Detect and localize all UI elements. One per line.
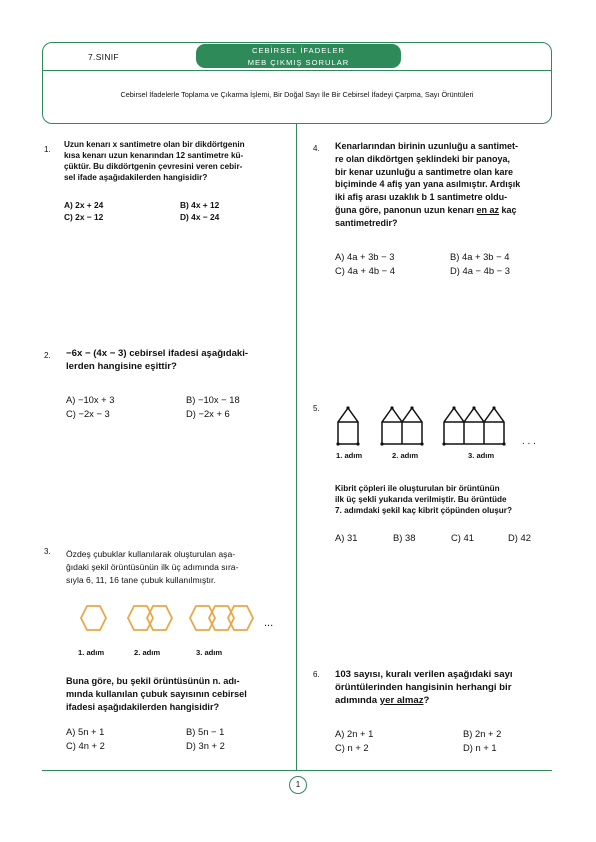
step-label: 2. adım [134, 648, 161, 657]
option-c: C) −2x − 3 [66, 408, 110, 419]
question-4-text: Kenarlarından birinin uzunluğu a santimet- re olan dikdörtgen şeklindeki bir panoya, bir kenar uzunluğu a santimetre olan kare biçiminde 4 afiş yan yana asılmıştır. Ardışık iki afiş arası uzaklık b 1 santimetre oldu- ğuna göre, panonun uzun kenarı en az kaç santimetredir? [335, 141, 521, 228]
hexagon-pattern-figure [70, 596, 285, 646]
option-b: B) −10x − 18 [186, 394, 240, 405]
option-c: C) 41 [451, 532, 474, 543]
step-label: 3. adım [196, 648, 223, 657]
step-label: 1. adım [78, 648, 105, 657]
step-label: 3. adım [468, 451, 495, 460]
question-5-text: Kibrit çöpleri ile oluşturulan bir örüntünün ilk üç şekli yukarıda verilmiştir. Bu örüntüde 7. adımdaki şekil kaç kibrit çöpünden oluşur? [335, 484, 512, 515]
title-pill [196, 44, 401, 68]
option-d: D) 42 [508, 532, 531, 543]
question-number: 2. [44, 351, 51, 360]
question-3-text: Özdeş çubuklar kullanılarak oluşturulan aşa- ğıdaki şekil örüntüsünün ilk üç adımında sıra- sıyla 6, 11, 16 tane çubuk kullanılmıştır. [66, 549, 239, 585]
question-number: 5. [313, 404, 320, 413]
subject-line: Cebirsel İfadelerle Toplama ve Çıkarma İşlemi, Bir Doğal Sayı İle Bir Cebirsel İfadeyi Çarpma, Sayı Örüntüleri [120, 90, 474, 99]
question-6-text: 103 sayısı, kuralı verilen aşağıdaki sayı örüntülerinden hangisinin herhangi bir adımında yer almaz? [335, 669, 513, 706]
ellipsis: ... [264, 617, 274, 629]
matchstick-houses-figure [332, 400, 552, 450]
question-3-prompt: Buna göre, bu şekil örüntüsünün n. adı- mında kullanılan çubuk sayısının cebirsel ifadesi aşağıdakilerden hangisidir? [66, 676, 247, 712]
option-d: D) 3n + 2 [186, 740, 225, 751]
option-c: C) 4a + 4b − 4 [335, 265, 395, 276]
option-d: D) 4a − 4b − 3 [450, 265, 510, 276]
option-d: D) n + 1 [463, 742, 497, 753]
question-number: 6. [313, 670, 320, 679]
grade-label: 7.SINIF [88, 52, 119, 62]
option-c: C) 4n + 2 [66, 740, 105, 751]
option-a: A) 4a + 3b − 3 [335, 251, 395, 262]
option-a: A) 2x + 24 [64, 200, 104, 210]
page-number: 1 [289, 776, 307, 794]
option-b: B) 5n − 1 [186, 726, 225, 737]
question-2-text: −6x − (4x − 3) cebirsel ifadesi aşağıdaki- lerden hangisine eşittir? [66, 348, 249, 372]
option-c: C) 2x − 12 [64, 212, 104, 222]
option-a: A) −10x + 3 [66, 394, 115, 405]
header-divider [42, 70, 552, 71]
option-b: B) 38 [393, 532, 416, 543]
question-number: 4. [313, 144, 320, 153]
step-label: 2. adım [392, 451, 419, 460]
option-c: C) n + 2 [335, 742, 369, 753]
option-d: D) 4x − 24 [180, 212, 220, 222]
option-a: A) 31 [335, 532, 358, 543]
option-b: B) 4a + 3b − 4 [450, 251, 510, 262]
question-1-text: Uzun kenarı x santimetre olan bir dikdörtgenin kısa kenarı uzun kenarından 12 santimetre kü- çüktür. Bu dikdörtgenin çevresini veren cebir- sel ifade aşağıdakilerden hangisidir? [64, 140, 245, 182]
title-line-2: MEB ÇIKMIŞ SORULAR [247, 58, 350, 67]
option-a: A) 5n + 1 [66, 726, 105, 737]
question-number: 3. [44, 547, 51, 556]
footer-line [42, 770, 552, 771]
question-number: 1. [44, 145, 51, 154]
option-d: D) −2x + 6 [186, 408, 230, 419]
title-line-1: CEBİRSEL İFADELER [251, 46, 346, 55]
column-divider [296, 124, 297, 770]
option-b: B) 4x + 12 [180, 200, 220, 210]
option-b: B) 2n + 2 [463, 728, 502, 739]
option-a: A) 2n + 1 [335, 728, 374, 739]
ellipsis: . . . [522, 436, 536, 447]
step-label: 1. adım [336, 451, 363, 460]
